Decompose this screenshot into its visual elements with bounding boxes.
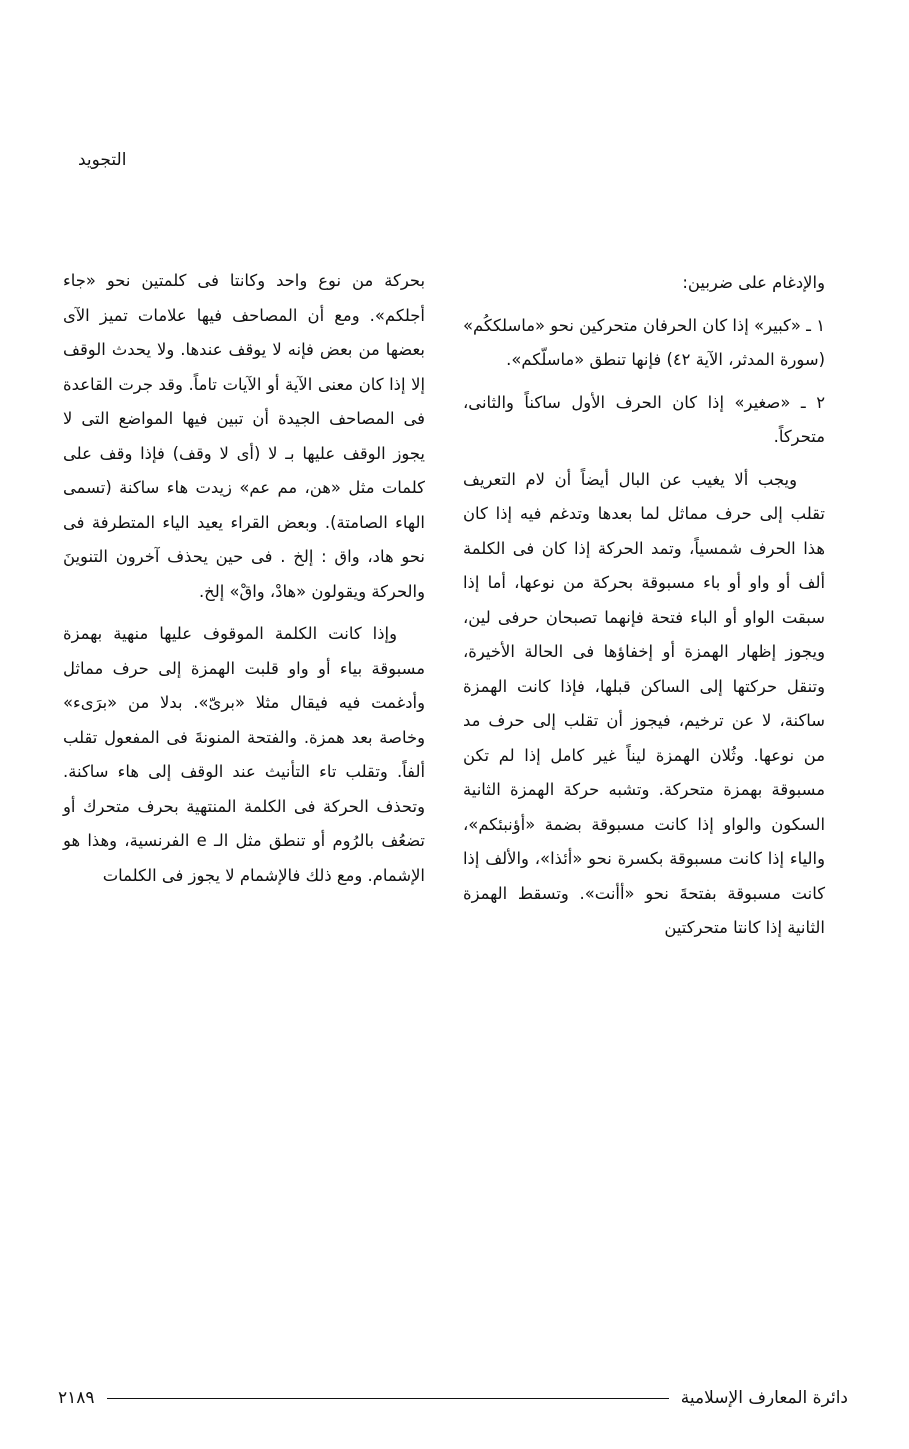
paragraph: والإدغام على ضربين: <box>682 273 825 292</box>
running-title: التجويد <box>78 150 127 170</box>
publication-name: دائرة المعارف الإسلامية <box>680 1388 848 1408</box>
footer-rule <box>107 1398 669 1399</box>
paragraph: ٢ ـ «صغير» إذا كان الحرف الأول ساكناً والثانى، متحركاً. <box>463 392 825 446</box>
right-column <box>463 266 825 946</box>
paragraph: ١ ـ «كبير» إذا كان الحرفان متحركين نحو «ماسلككُم» (سورة المدثر، الآية ٤٢) فإنها تنطق «ماسلّكم». <box>463 315 825 369</box>
paragraph: وإذا كانت الكلمة الموقوف عليها منهية بهمزة مسبوقة بياء أو واو قلبت الهمزة إلى حرف مماثل وأدغمت فيه فيقال مثلا «برىّ». بدلا من «برَىء» وخاصة بعد همزة. والفتحة المنونةَ فى المفعول تقلب ألفاً. وتقلب تاء التأنيث عند الوقف إلى هاء ساكنة. وتحذف الحركة فى الكلمة المنتهية بحرف متحرك أو تضعُف بالرُوم أو تنطق مثل الـ e الفرنسية، وهذا هو الإشمام. ومع ذلك فالإشمام لا يجوز فى الكلمات <box>63 624 425 885</box>
page-number: ٢١٨٩ <box>58 1388 95 1408</box>
paragraph: بحركة من نوع واحد وكانتا فى كلمتين نحو «جاء أجلكم». ومع أن المصاحف فيها علامات تميز الآى بعضها من بعض فإنه لا يوقف عندها. ولا يحدث الوقف إلا إذا كان معنى الآية أو الآيات تاماً. وقد جرت القاعدة فى المصاحف الجيدة أن تبين فيها المواضع التى لا يجوز الوقف عليها بـ لا (أى لا وقف) فإذا وقف على كلمات مثل «هن، مم عم» زيدت هاء ساكنة (تسمى الهاء الصامتة). وبعض القراء يعيد الياء المتطرفة فى نحو هاد، واق : إلخ . فى حين يحذف آخرون التنوينَ والحركة ويقولون «هادْ، واقْ» إلخ. <box>63 271 425 601</box>
paragraph: ويجب ألا يغيب عن البال أيضاً أن لام التعريف تقلب إلى حرف مماثل لما بعدها وتدغم فيه إذا كان هذا الحرف شمسياً، وتمد الحركة إذا كان فى الكلمة ألف أو واو أو باء مسبوقة بحركة من نوعها، أما إذا سبقت الواو أو الباء فتحة فإنهما تصبحان حرفى لين، ويجوز إظهار الهمزة أو إخفاؤها فى الحالة الأخيرة، وتنقل حركتها إلى الساكن قبلها، فإذا كانت الهمزة ساكنة، لا عن ترخيم، فيجوز أن تقلب إلى حرف مد من نوعها. وثُلان الهمزة ليناً غير كامل إذا لم تكن مسبوقة بهمزة متحركة. وتشبه حركة الهمزة الثانية السكون والواو إذا كانت مسبوقة بضمة «أؤنبئكم»، والياء إذا كانت مسبوقة بكسرة نحو «أئذا»، والألف إذا كانت مسبوقة بفتحةَ نحو «أأنت». وتسقط الهمزة الثانية إذا كانتا متحركتين <box>463 469 825 937</box>
left-column <box>63 264 425 893</box>
page-footer <box>58 1383 848 1413</box>
